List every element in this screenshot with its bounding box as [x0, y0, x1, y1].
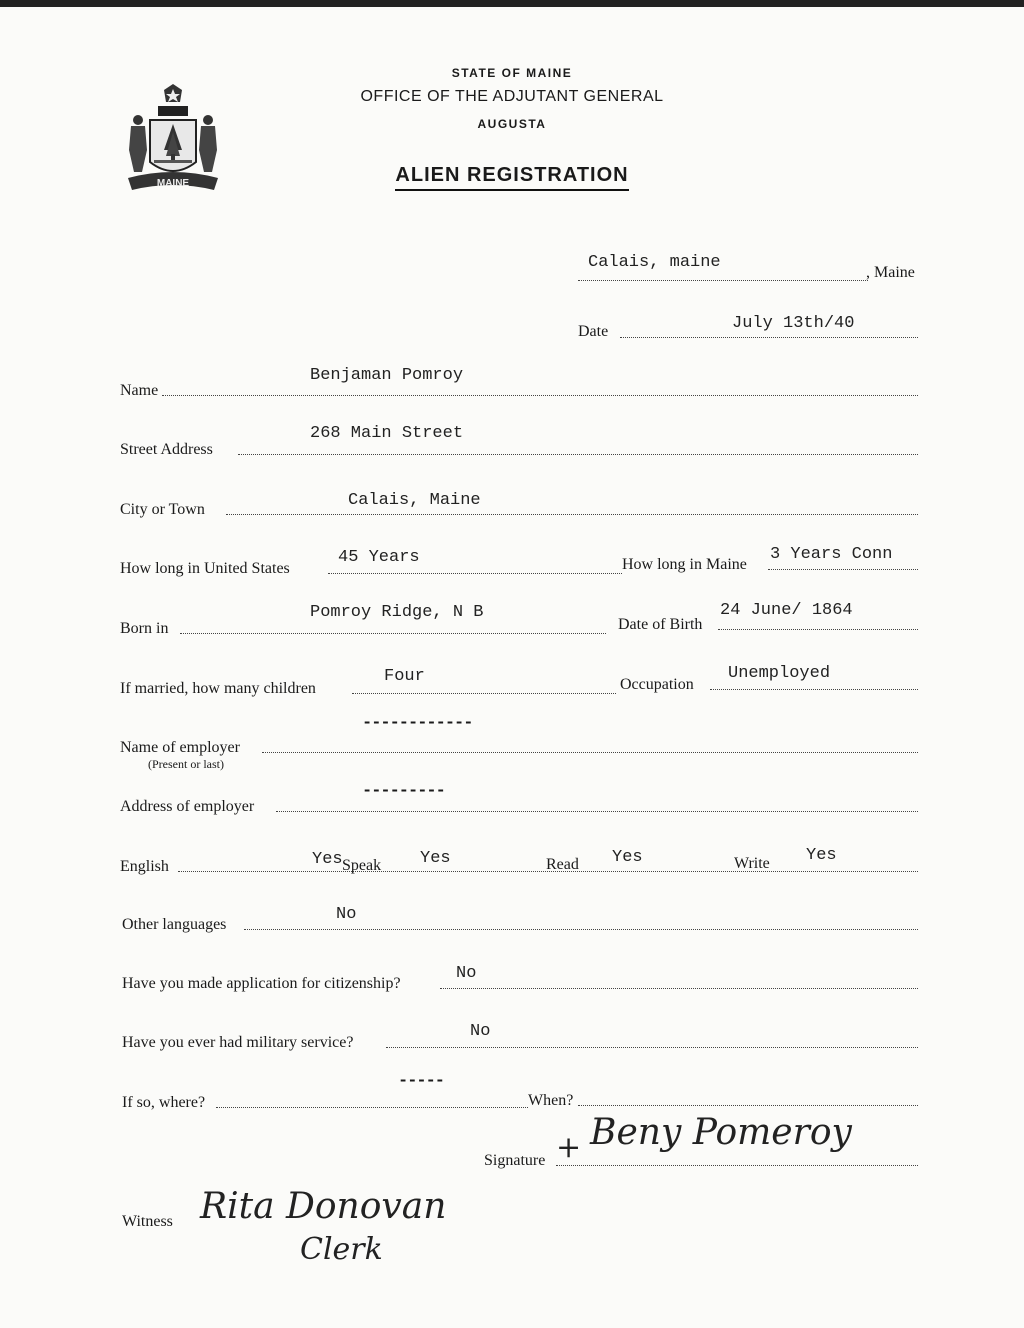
born-in-label: Born in — [120, 620, 169, 637]
date-value: July 13th/40 — [732, 314, 855, 333]
occupation-line — [710, 689, 918, 690]
street-value: 268 Main Street — [310, 424, 464, 443]
citizenship-label: Have you made application for citizenship? — [122, 975, 401, 992]
signature-label: Signature — [484, 1152, 546, 1169]
military-label: Have you ever had military service? — [122, 1034, 354, 1051]
witness-signature: Rita Donovan — [200, 1186, 447, 1227]
dob-label: Date of Birth — [618, 616, 703, 633]
employer-value: ------------ — [362, 714, 473, 733]
place-value: Calais, maine — [588, 253, 721, 272]
other-languages-line — [244, 929, 918, 930]
name-label: Name — [120, 382, 159, 399]
dob-line — [718, 629, 918, 630]
occupation-value: Unemployed — [728, 664, 831, 683]
employer-line — [262, 752, 918, 753]
maine-label: , Maine — [866, 264, 915, 281]
street-line — [238, 454, 918, 455]
city-label: City or Town — [120, 501, 205, 518]
how-long-maine-label: How long in Maine — [622, 556, 747, 573]
signature-line — [556, 1165, 918, 1166]
english-label: English — [120, 858, 169, 875]
how-long-us-value: 45 Years — [338, 548, 420, 567]
employer-address-line — [276, 811, 918, 812]
employer-sublabel: (Present or last) — [148, 757, 224, 771]
military-line — [386, 1047, 918, 1048]
name-line — [162, 395, 918, 396]
where-label: If so, where? — [122, 1094, 206, 1111]
office-heading: OFFICE OF THE ADJUTANT GENERAL — [360, 88, 664, 105]
how-long-maine-line — [768, 569, 918, 570]
military-value: No — [470, 1022, 491, 1041]
how-long-us-label: How long in United States — [120, 560, 290, 577]
where-value: ----- — [398, 1072, 445, 1091]
born-in-value: Pomroy Ridge, N B — [310, 603, 484, 622]
where-line — [216, 1107, 528, 1108]
citizenship-value: No — [456, 964, 477, 983]
date-line — [620, 337, 918, 338]
place-line — [578, 280, 868, 281]
city-heading: AUGUSTA — [477, 117, 547, 131]
speak-label: Speak — [342, 857, 382, 874]
signature-value: Beny Pomeroy — [590, 1112, 852, 1153]
read-label: Read — [546, 856, 579, 873]
name-value: Benjaman Pomroy — [310, 366, 464, 385]
city-value: Calais, Maine — [348, 491, 481, 510]
children-label: If married, how many children — [120, 680, 316, 697]
write-value: Yes — [806, 846, 837, 865]
how-long-maine-value: 3 Years Conn — [770, 545, 893, 564]
signature-mark: + — [556, 1130, 582, 1165]
born-in-line — [180, 633, 606, 634]
scan-top-border — [0, 0, 1024, 7]
other-languages-value: No — [336, 905, 357, 924]
occupation-label: Occupation — [620, 676, 694, 693]
write-label: Write — [734, 855, 770, 872]
form-title: ALIEN REGISTRATION — [395, 164, 628, 191]
when-label: When? — [528, 1092, 574, 1109]
employer-address-value: --------- — [362, 782, 445, 801]
seal-lettering: MAINE — [156, 178, 190, 189]
when-line — [578, 1105, 918, 1106]
employer-label: Name of employer — [120, 739, 240, 756]
english-value: Yes — [312, 850, 343, 869]
form-title-wrap — [0, 164, 1024, 191]
city-line — [226, 514, 918, 515]
citizenship-line — [440, 988, 918, 989]
street-label: Street Address — [120, 441, 213, 458]
witness-title: Clerk — [300, 1232, 383, 1267]
other-languages-label: Other languages — [122, 916, 227, 933]
date-label: Date — [578, 323, 609, 340]
state-heading: STATE OF MAINE — [451, 66, 573, 80]
children-line — [352, 693, 616, 694]
witness-label: Witness — [122, 1213, 173, 1230]
dob-value: 24 June/ 1864 — [720, 601, 853, 620]
employer-address-label: Address of employer — [120, 798, 255, 815]
how-long-us-line — [328, 573, 622, 574]
read-value: Yes — [612, 848, 643, 867]
speak-value: Yes — [420, 849, 451, 868]
children-value: Four — [384, 667, 425, 686]
